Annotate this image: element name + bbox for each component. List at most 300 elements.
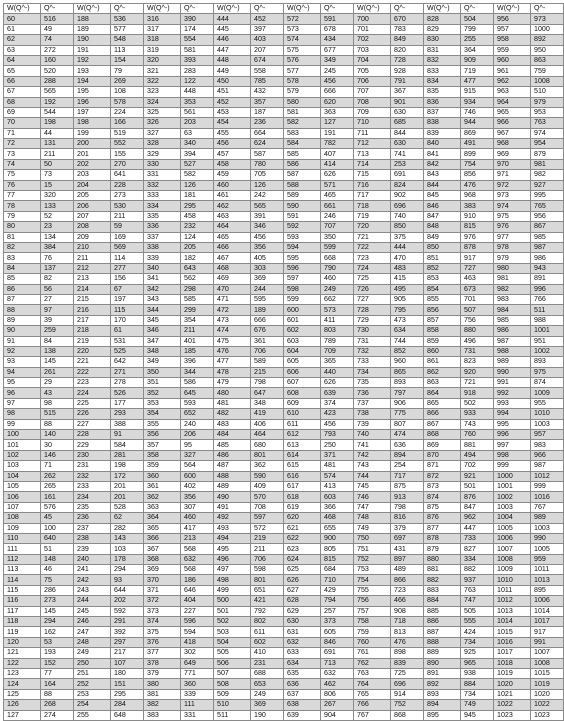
- cell-q: 696: [391, 679, 424, 689]
- cell-q: 249: [251, 689, 284, 699]
- cell-q: 634: [391, 326, 424, 336]
- cell-w: 116: [4, 596, 41, 606]
- cell-w: 624: [284, 554, 321, 564]
- cell-q: 456: [321, 76, 354, 86]
- cell-q: 189: [251, 305, 284, 315]
- cell-w: 466: [214, 242, 251, 252]
- cell-q: 564: [181, 461, 214, 471]
- cell-q: 670: [391, 14, 424, 24]
- cell-q: 133: [41, 201, 74, 211]
- cell-q: 801: [251, 575, 284, 585]
- cell-w: 237: [74, 523, 111, 533]
- cell-q: 228: [111, 180, 144, 190]
- table-row: [4, 326, 564, 336]
- cell-q: 211: [181, 326, 214, 336]
- cell-q: 892: [531, 35, 564, 45]
- cell-q: 476: [461, 180, 494, 190]
- cell-q: 217: [111, 648, 144, 658]
- cell-q: 727: [461, 263, 494, 273]
- cell-q: 1010: [531, 409, 564, 419]
- cell-q: 145: [41, 606, 74, 616]
- cell-w: 477: [214, 357, 251, 367]
- cell-w: 495: [214, 544, 251, 554]
- cell-w: 716: [354, 180, 391, 190]
- cell-w: 363: [144, 502, 181, 512]
- cell-q: 684: [321, 565, 354, 575]
- cell-w: 106: [4, 492, 41, 502]
- cell-q: 680: [251, 440, 284, 450]
- cell-q: 957: [531, 430, 564, 440]
- cell-w: 212: [74, 263, 111, 273]
- cell-w: 232: [74, 471, 111, 481]
- cell-w: 458: [214, 159, 251, 169]
- cell-w: 575: [284, 45, 321, 55]
- cell-q: 1014: [531, 606, 564, 616]
- cell-q: 170: [111, 315, 144, 325]
- cell-q: 82: [41, 274, 74, 284]
- cell-w: 705: [354, 66, 391, 76]
- cell-w: 61: [4, 24, 41, 34]
- cell-w: 750: [354, 533, 391, 543]
- cell-q: 905: [391, 294, 424, 304]
- cell-w: 762: [354, 658, 391, 668]
- cell-q: 43: [41, 388, 74, 398]
- cell-w: 99: [4, 419, 41, 429]
- cell-q: 914: [391, 689, 424, 699]
- cell-w: 84: [4, 263, 41, 273]
- cell-w: 748: [354, 513, 391, 523]
- cell-w: 976: [494, 222, 531, 232]
- cell-q: 62: [111, 513, 144, 523]
- cell-w: 990: [494, 367, 531, 377]
- cell-q: 933: [461, 409, 494, 419]
- cell-w: 102: [4, 450, 41, 460]
- cell-w: 85: [4, 274, 41, 284]
- table-row: [4, 596, 564, 606]
- cell-w: 92: [4, 346, 41, 356]
- cell-w: 1022: [494, 700, 531, 710]
- table-row: [4, 55, 564, 65]
- cell-q: 15: [41, 180, 74, 190]
- cell-w: 622: [284, 533, 321, 543]
- cell-w: 350: [144, 367, 181, 377]
- cell-w: 610: [284, 409, 321, 419]
- cell-q: 245: [321, 66, 354, 76]
- cell-q: 895: [531, 585, 564, 595]
- cell-w: 963: [494, 87, 531, 97]
- cell-w: 382: [144, 700, 181, 710]
- table-row: [4, 305, 564, 315]
- cell-w: 352: [144, 388, 181, 398]
- cell-q: 603: [321, 492, 354, 502]
- table-row: [4, 346, 564, 356]
- cell-w: 888: [424, 637, 461, 647]
- cell-w: 235: [74, 502, 111, 512]
- cell-q: 908: [391, 606, 424, 616]
- cell-w: 892: [424, 679, 461, 689]
- cell-w: 74: [4, 159, 41, 169]
- cell-w: 828: [424, 14, 461, 24]
- cell-q: 951: [531, 336, 564, 346]
- cell-q: 966: [531, 450, 564, 460]
- cell-w: 611: [284, 419, 321, 429]
- cell-w: 479: [214, 378, 251, 388]
- cell-w: 328: [144, 139, 181, 149]
- cell-w: 66: [4, 76, 41, 86]
- cell-w: 979: [494, 253, 531, 263]
- cell-w: 380: [144, 679, 181, 689]
- cell-q: 281: [111, 450, 144, 460]
- cell-w: 104: [4, 471, 41, 481]
- cell-q: 815: [321, 554, 354, 564]
- header-w: W(Q^-): [144, 4, 181, 14]
- cell-q: 746: [461, 107, 494, 117]
- cell-q: 253: [391, 159, 424, 169]
- cell-w: 864: [424, 388, 461, 398]
- cell-w: 449: [214, 66, 251, 76]
- cell-w: 860: [424, 346, 461, 356]
- cell-w: 719: [354, 211, 391, 221]
- cell-w: 98: [4, 409, 41, 419]
- cell-q: 432: [251, 87, 284, 97]
- cell-w: 601: [284, 315, 321, 325]
- cell-w: 231: [74, 461, 111, 471]
- cell-q: 201: [111, 481, 144, 491]
- cell-w: 491: [214, 502, 251, 512]
- cell-w: 886: [424, 617, 461, 627]
- cell-q: 856: [461, 170, 494, 180]
- cell-q: 178: [111, 554, 144, 564]
- cell-w: 358: [144, 450, 181, 460]
- cell-w: 366: [144, 533, 181, 543]
- table-row: [4, 544, 564, 554]
- cell-w: 316: [144, 14, 181, 24]
- cell-q: 74: [41, 35, 74, 45]
- cell-w: 617: [284, 481, 321, 491]
- cell-w: 710: [354, 118, 391, 128]
- cell-w: 206: [74, 201, 111, 211]
- cell-q: 928: [391, 66, 424, 76]
- cell-q: 190: [251, 710, 284, 720]
- table-row: [4, 284, 564, 294]
- cell-q: 713: [321, 658, 354, 668]
- cell-w: 488: [214, 471, 251, 481]
- cell-q: 231: [251, 658, 284, 668]
- cell-w: 470: [214, 284, 251, 294]
- table-row: [4, 565, 564, 575]
- table-row: [4, 450, 564, 460]
- cell-w: 995: [494, 419, 531, 429]
- cell-q: 207: [251, 45, 284, 55]
- cell-q: 392: [111, 627, 144, 637]
- cell-q: 1017: [531, 617, 564, 627]
- cell-q: 641: [111, 170, 144, 180]
- cell-w: 882: [424, 575, 461, 585]
- cell-w: 855: [424, 294, 461, 304]
- cell-w: 858: [424, 326, 461, 336]
- cell-w: 988: [494, 346, 531, 356]
- cell-w: 996: [494, 430, 531, 440]
- cell-w: 119: [4, 627, 41, 637]
- cell-q: 526: [111, 388, 144, 398]
- cell-w: 200: [74, 139, 111, 149]
- cell-q: 198: [111, 461, 144, 471]
- cell-q: 790: [321, 263, 354, 273]
- cell-w: 112: [4, 554, 41, 564]
- cell-q: 920: [461, 367, 494, 377]
- cell-q: 595: [251, 294, 284, 304]
- cell-w: 244: [74, 596, 111, 606]
- cell-q: 146: [41, 450, 74, 460]
- cell-w: 109: [4, 523, 41, 533]
- cell-q: 839: [391, 658, 424, 668]
- cell-w: 873: [424, 481, 461, 491]
- header-q: Q^-: [41, 4, 74, 14]
- cell-q: 578: [111, 97, 144, 107]
- cell-q: 652: [181, 409, 214, 419]
- cell-w: 593: [284, 232, 321, 242]
- cell-w: 468: [214, 263, 251, 273]
- cell-w: 451: [214, 87, 251, 97]
- cell-q: 423: [321, 409, 354, 419]
- cell-q: 344: [181, 367, 214, 377]
- cell-q: 950: [531, 45, 564, 55]
- cell-q: 303: [251, 263, 284, 273]
- cell-q: 447: [461, 523, 494, 533]
- cell-q: 586: [181, 378, 214, 388]
- cell-w: 221: [74, 357, 111, 367]
- cell-q: 320: [41, 191, 74, 201]
- cell-q: 801: [251, 450, 284, 460]
- cell-q: 88: [41, 419, 74, 429]
- cell-q: 944: [461, 118, 494, 128]
- cell-w: 1009: [494, 565, 531, 575]
- cell-w: 343: [144, 294, 181, 304]
- cell-w: 981: [494, 274, 531, 284]
- cell-w: 333: [144, 191, 181, 201]
- cell-q: 510: [531, 87, 564, 97]
- cell-q: 415: [391, 274, 424, 284]
- cell-w: 992: [494, 388, 531, 398]
- cell-q: 574: [321, 471, 354, 481]
- cell-q: 767: [531, 502, 564, 512]
- cell-q: 705: [251, 170, 284, 180]
- cell-w: 450: [214, 76, 251, 86]
- cell-w: 1016: [494, 637, 531, 647]
- cell-w: 225: [74, 398, 111, 408]
- cell-w: 975: [494, 211, 531, 221]
- cell-q: 63: [181, 128, 214, 138]
- cell-q: 785: [251, 76, 284, 86]
- cell-w: 629: [284, 606, 321, 616]
- cell-w: 318: [144, 35, 181, 45]
- cell-q: 166: [111, 118, 144, 128]
- cell-w: 1012: [494, 596, 531, 606]
- cell-q: 29: [41, 378, 74, 388]
- cell-q: 934: [461, 97, 494, 107]
- cell-q: 986: [531, 253, 564, 263]
- cell-w: 639: [284, 710, 321, 720]
- cell-q: 262: [41, 471, 74, 481]
- cell-q: 983: [531, 440, 564, 450]
- cell-q: 955: [531, 398, 564, 408]
- cell-q: 639: [321, 388, 354, 398]
- cell-q: 367: [391, 87, 424, 97]
- cell-w: 722: [354, 242, 391, 252]
- cell-w: 127: [4, 710, 41, 720]
- cell-q: 410: [251, 648, 284, 658]
- cell-q: 49: [41, 24, 74, 34]
- cell-w: 118: [4, 617, 41, 627]
- cell-w: 849: [424, 232, 461, 242]
- cell-q: 717: [391, 471, 424, 481]
- cell-w: 600: [284, 305, 321, 315]
- cell-w: 457: [214, 149, 251, 159]
- cell-w: 1004: [494, 513, 531, 523]
- cell-w: 956: [494, 14, 531, 24]
- cell-q: 205: [181, 242, 214, 252]
- cell-q: 865: [391, 367, 424, 377]
- table-row: [4, 118, 564, 128]
- cell-q: 452: [251, 14, 284, 24]
- cell-q: 172: [111, 471, 144, 481]
- table-row: [4, 492, 564, 502]
- cell-q: 299: [181, 305, 214, 315]
- cell-w: 473: [214, 315, 251, 325]
- cell-q: 30: [41, 440, 74, 450]
- cell-q: 107: [111, 658, 144, 668]
- cell-w: 335: [144, 211, 181, 221]
- cell-w: 740: [354, 430, 391, 440]
- cell-w: 743: [354, 461, 391, 471]
- cell-w: 93: [4, 357, 41, 367]
- cell-q: 544: [41, 107, 74, 117]
- cell-w: 894: [424, 700, 461, 710]
- cell-w: 594: [284, 242, 321, 252]
- cell-q: 570: [251, 492, 284, 502]
- cell-w: 107: [4, 502, 41, 512]
- cell-w: 375: [144, 627, 181, 637]
- cell-q: 1005: [531, 544, 564, 554]
- cell-w: 215: [74, 294, 111, 304]
- cell-w: 887: [424, 627, 461, 637]
- cell-q: 59: [111, 222, 144, 232]
- cell-q: 429: [321, 585, 354, 595]
- cell-q: 213: [181, 533, 214, 543]
- cell-q: 88: [41, 689, 74, 699]
- cell-q: 664: [251, 128, 284, 138]
- cell-w: 725: [354, 274, 391, 284]
- cell-w: 876: [424, 513, 461, 523]
- table-row: [4, 606, 564, 616]
- cell-q: 340: [181, 139, 214, 149]
- cell-w: 203: [74, 170, 111, 180]
- cell-w: 506: [214, 658, 251, 668]
- cell-w: 980: [494, 263, 531, 273]
- cell-w: 968: [494, 139, 531, 149]
- cell-q: 706: [251, 346, 284, 356]
- cell-q: 1016: [531, 492, 564, 502]
- cell-q: 192: [41, 97, 74, 107]
- cell-w: 962: [494, 76, 531, 86]
- cell-w: 751: [354, 544, 391, 554]
- cell-q: 1011: [531, 565, 564, 575]
- cell-q: 568: [181, 565, 214, 575]
- cell-q: 775: [391, 409, 424, 419]
- cell-q: 401: [181, 336, 214, 346]
- table-row: [4, 481, 564, 491]
- cell-q: 937: [461, 575, 494, 585]
- cell-w: 498: [214, 575, 251, 585]
- cell-w: 367: [144, 544, 181, 554]
- cell-w: 576: [284, 55, 321, 65]
- cell-q: 954: [531, 139, 564, 149]
- cell-w: 336: [144, 222, 181, 232]
- cell-w: 77: [4, 191, 41, 201]
- header-q: Q^-: [391, 4, 424, 14]
- cell-q: 718: [391, 617, 424, 627]
- cell-w: 1017: [494, 648, 531, 658]
- cell-w: 471: [214, 294, 251, 304]
- cell-q: 1000: [531, 24, 564, 34]
- cell-q: 741: [391, 149, 424, 159]
- cell-w: 374: [144, 617, 181, 627]
- cell-q: 893: [531, 357, 564, 367]
- cell-w: 359: [144, 461, 181, 471]
- cell-w: 741: [354, 440, 391, 450]
- header-w: W(Q^-): [284, 4, 321, 14]
- cell-q: 979: [531, 97, 564, 107]
- cell-q: 917: [531, 627, 564, 637]
- cell-w: 583: [284, 128, 321, 138]
- cell-q: 620: [321, 97, 354, 107]
- table-row: [4, 253, 564, 263]
- cell-q: 927: [531, 180, 564, 190]
- cell-q: 766: [531, 294, 564, 304]
- cell-q: 875: [391, 481, 424, 491]
- cell-w: 879: [424, 544, 461, 554]
- cell-w: 1007: [494, 544, 531, 554]
- cell-q: 73: [41, 170, 74, 180]
- cell-q: 879: [531, 149, 564, 159]
- cell-q: 644: [111, 585, 144, 595]
- cell-w: 607: [284, 378, 321, 388]
- cell-w: 323: [144, 87, 181, 97]
- cell-q: 363: [321, 107, 354, 117]
- cell-q: 294: [111, 565, 144, 575]
- table-row: [4, 76, 564, 86]
- cell-q: 369: [251, 274, 284, 284]
- cell-q: 418: [181, 637, 214, 647]
- cell-w: 110: [4, 533, 41, 543]
- cell-q: 794: [321, 596, 354, 606]
- cell-q: 277: [111, 263, 144, 273]
- cell-w: 615: [284, 461, 321, 471]
- cell-w: 381: [144, 689, 181, 699]
- cell-w: 747: [354, 502, 391, 512]
- cell-q: 901: [391, 97, 424, 107]
- cell-q: 374: [321, 398, 354, 408]
- cell-w: 101: [4, 440, 41, 450]
- cell-w: 739: [354, 419, 391, 429]
- cell-q: 953: [531, 107, 564, 117]
- cell-w: 105: [4, 481, 41, 491]
- cell-q: 1012: [531, 471, 564, 481]
- cell-w: 461: [214, 191, 251, 201]
- cell-w: 63: [4, 45, 41, 55]
- cell-q: 249: [321, 284, 354, 294]
- cell-w: 501: [214, 606, 251, 616]
